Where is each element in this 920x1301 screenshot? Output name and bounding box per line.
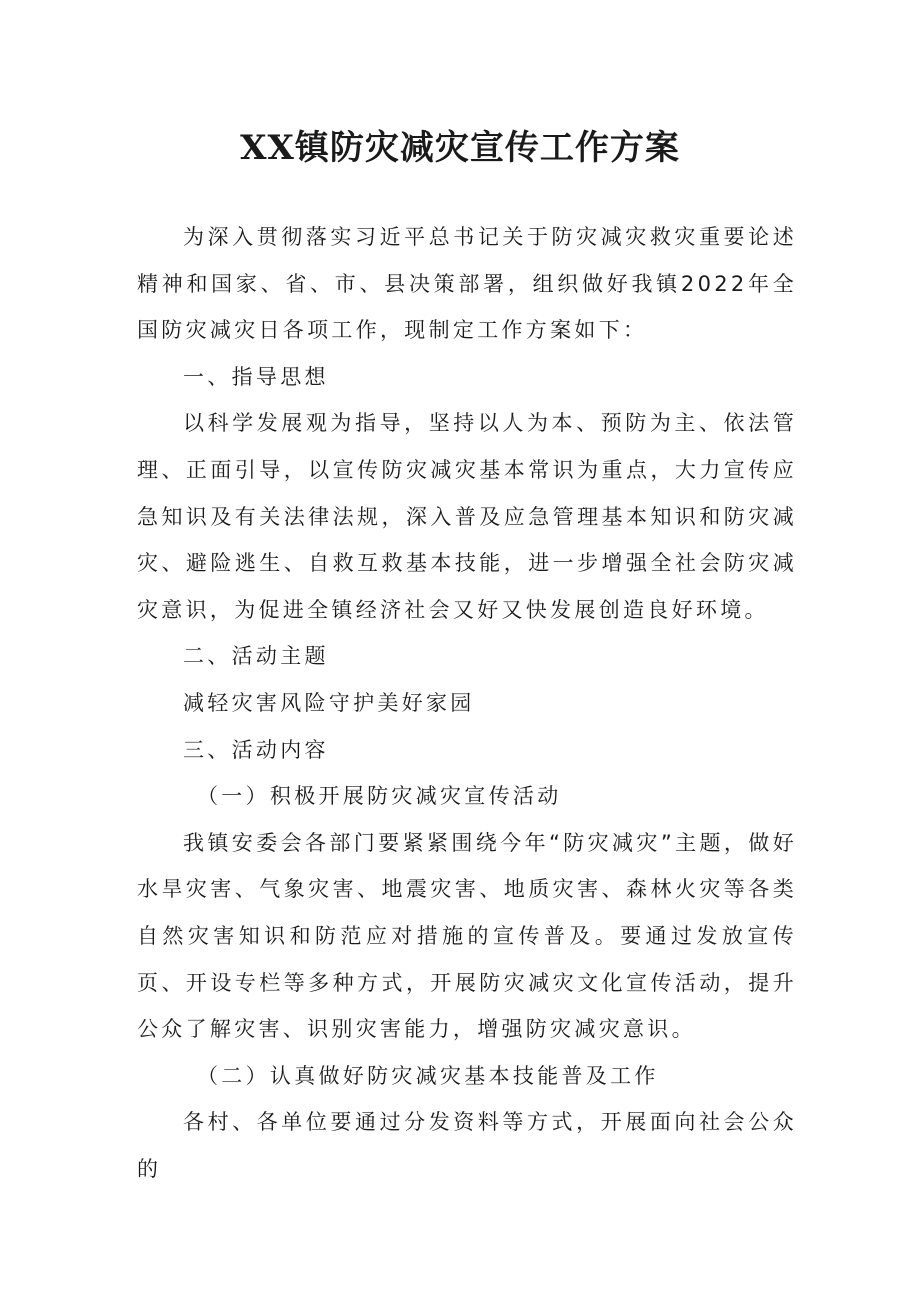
section-heading-activity-content: 三、活动内容: [183, 737, 329, 762]
publicity-paragraph: 我镇安委会各部门要紧紧围绕今年“防灾减灾”主题，做好水旱灾害、气象灾害、地震灾害、地质灾害、森林火灾等各类自然灾害知识和防范应对措施的宣传普及。要通过发放宣传页、开设专栏等多种方式，开展防灾减灾文化宣传活动，提升公众了解灾害、识别灾害能力，增强防灾减灾意识。: [137, 830, 797, 1042]
skills-paragraph: 各村、各单位要通过分发资料等方式，开展面向社会公众的: [137, 1110, 797, 1181]
section-heading-guiding-ideology: 一、指导思想: [183, 364, 329, 389]
section-heading-activity-theme: 二、活动主题: [183, 644, 329, 669]
document-title: XX镇防灾减灾宣传工作方案: [240, 128, 680, 168]
document-body: [137, 214, 797, 1192]
guiding-ideology-paragraph: 以科学发展观为指导，坚持以人为本、预防为主、依法管理、正面引导，以宣传防灾减灾基本常识为重点，大力宣传应急知识及有关法律法规，深入普及应急管理基本知识和防灾减灾、避险逃生、自救互救基本技能，进一步增强全社会防灾减灾意识，为促进全镇经济社会又好又快发展创造良好环境。: [137, 411, 797, 622]
activity-theme-text: 减轻灾害风险守护美好家园: [183, 690, 475, 715]
subsection-heading-skills: （二）认真做好防灾减灾基本技能普及工作: [197, 1063, 659, 1088]
intro-paragraph: 为深入贯彻落实习近平总书记关于防灾减灾救灾重要论述精神和国家、省、市、县决策部署，组织做好我镇2022年全国防灾减灾日各项工作，现制定工作方案如下：: [137, 225, 797, 343]
subsection-heading-publicity: （一）积极开展防灾减灾宣传活动: [197, 784, 562, 809]
